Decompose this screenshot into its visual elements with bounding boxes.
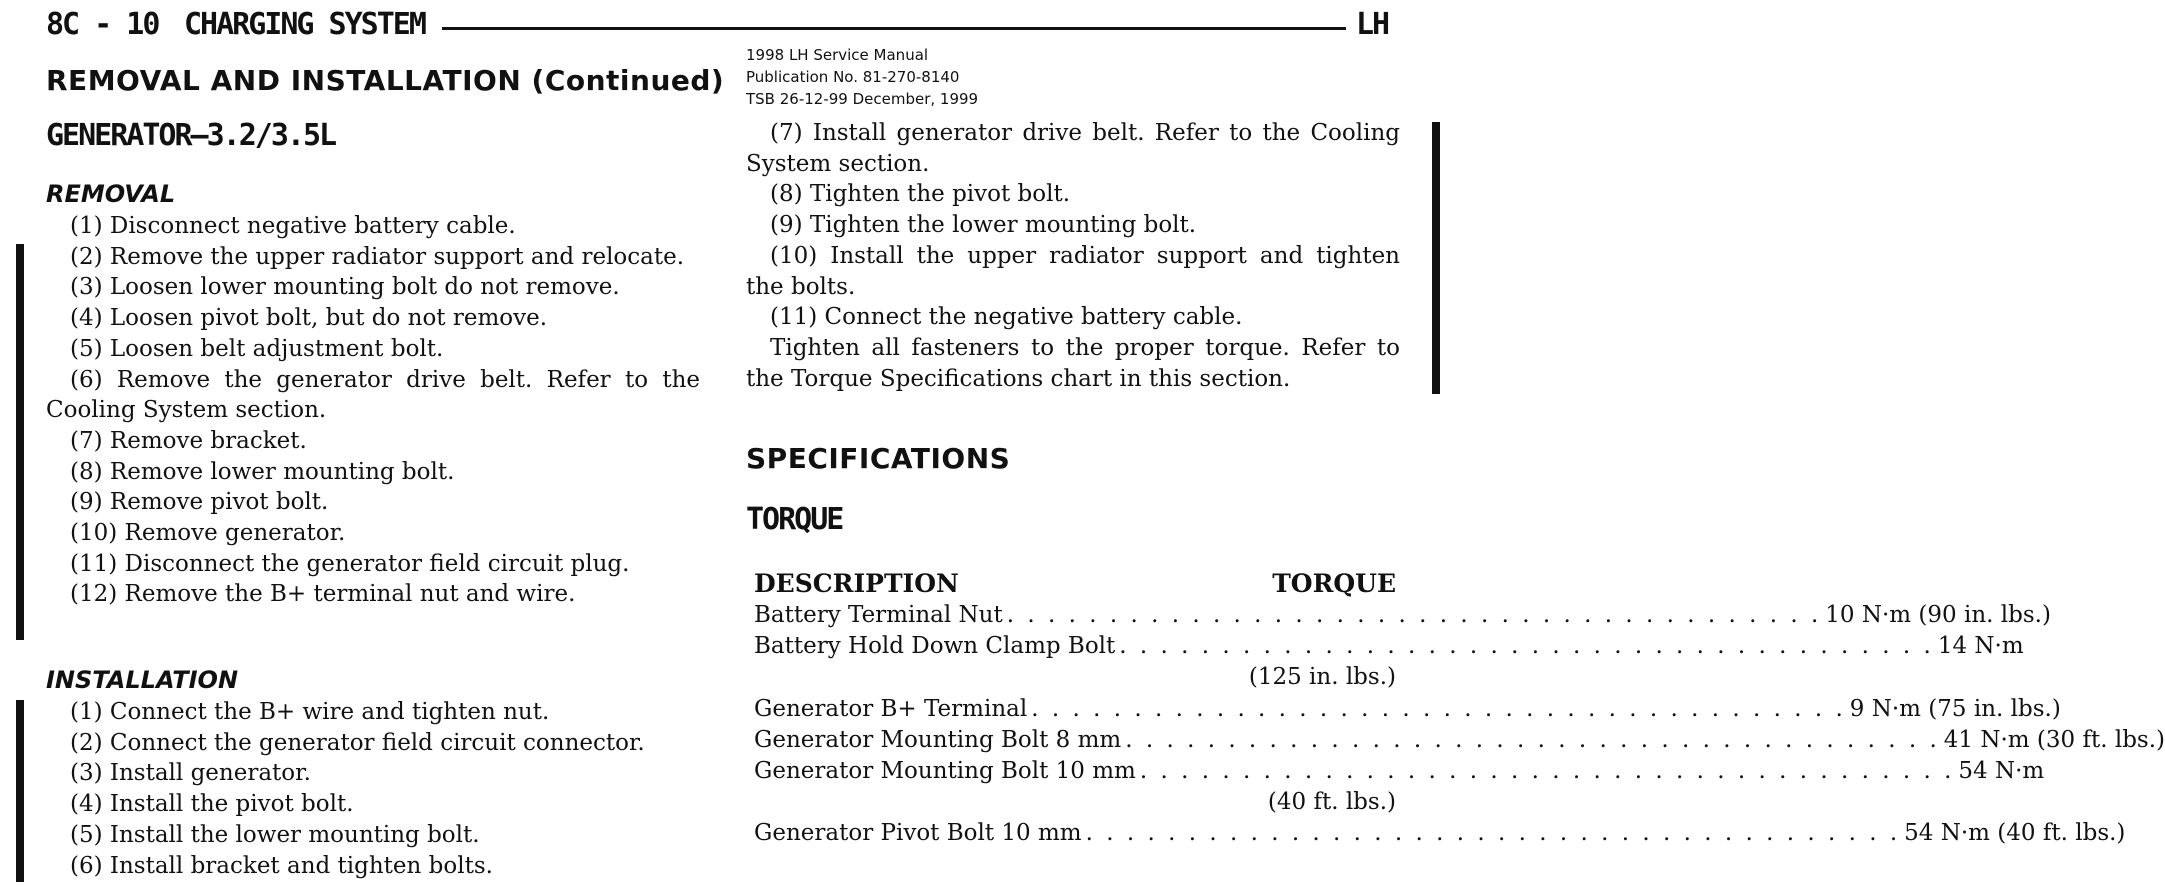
torque-value-continued: (40 ft. lbs.) bbox=[1267, 789, 1396, 816]
page-heading: REMOVAL AND INSTALLATION (Continued) bbox=[46, 64, 725, 97]
change-bar bbox=[16, 700, 24, 882]
table-row bbox=[754, 756, 2045, 787]
list-item: (7) Install generator drive belt. Refer to the Cooling System section. bbox=[746, 120, 1400, 177]
torque-description: Battery Hold Down Clamp Bolt bbox=[754, 633, 1116, 660]
list-item: (2) Remove the upper radiator support and relocate. bbox=[70, 243, 685, 270]
list-item: (11) Connect the negative battery cable. bbox=[770, 304, 1243, 331]
dot-leader: . . . . . . . . . . . . . . . . . . . . . . . . . . . . . . . . . . . . . . . . bbox=[1006, 601, 1822, 628]
page-number: 8C - 10 bbox=[46, 7, 159, 42]
list-item: (10) Remove generator. bbox=[70, 520, 346, 547]
installation-steps bbox=[46, 697, 700, 881]
list-item: (6) Install bracket and tighten bolts. bbox=[70, 852, 493, 879]
torque-value: 14 N·m bbox=[1937, 633, 2024, 660]
torque-value-continued: (125 in. lbs.) bbox=[1248, 664, 1396, 691]
table-row bbox=[754, 694, 2061, 725]
banner-line-3: TSB 26-12-99 December, 1999 bbox=[746, 90, 979, 108]
table-body bbox=[754, 600, 2165, 850]
column-header-description: DESCRIPTION bbox=[754, 569, 959, 598]
removal-heading: REMOVAL bbox=[46, 180, 176, 208]
dot-leader: . . . . . . . . . . . . . . . . . . . . . . . . . . . . . . . . . . . . . . . . bbox=[1085, 820, 1901, 847]
torque-value: 41 N·m (30 ft. lbs.) bbox=[1943, 726, 2165, 753]
torque-note: Tighten all fasteners to the proper torque. Refer to the Torque Specifications chart in this section. bbox=[746, 334, 1400, 392]
table-header bbox=[754, 568, 1396, 600]
banner-line-2: Publication No. 81-270-8140 bbox=[746, 68, 960, 86]
list-item: (5) Install the lower mounting bolt. bbox=[70, 821, 480, 848]
publication-banner bbox=[746, 44, 978, 110]
banner-line-1: 1998 LH Service Manual bbox=[746, 46, 929, 64]
torque-description: Generator B+ Terminal bbox=[754, 695, 1028, 722]
specifications-heading: SPECIFICATIONS bbox=[746, 442, 1011, 475]
list-item: (8) Remove lower mounting bolt. bbox=[70, 458, 455, 485]
list-item: (7) Remove bracket. bbox=[70, 427, 307, 454]
list-item: (3) Install generator. bbox=[70, 760, 311, 787]
list-item: (8) Tighten the pivot bolt. bbox=[770, 181, 1071, 208]
header-rule bbox=[442, 27, 1346, 30]
list-item: (11) Disconnect the generator field circuit plug. bbox=[70, 550, 630, 577]
torque-heading: TORQUE bbox=[746, 502, 843, 537]
model-code: LH bbox=[1356, 7, 1389, 42]
torque-table bbox=[754, 568, 2165, 850]
dot-leader: . . . . . . . . . . . . . . . . . . . . . . . . . . . . . . . . . . . . . . . . bbox=[1031, 695, 1846, 722]
list-item: (10) Install the upper radiator support and tighten the bolts. bbox=[746, 242, 1400, 300]
torque-value: 10 N·m (90 in. lbs.) bbox=[1825, 601, 2051, 628]
list-item: (5) Loosen belt adjustment bolt. bbox=[70, 335, 444, 362]
list-item: (9) Tighten the lower mounting bolt. bbox=[770, 212, 1197, 239]
list-item: (2) Connect the generator field circuit connector. bbox=[70, 729, 645, 756]
section-title: CHARGING SYSTEM bbox=[184, 7, 425, 42]
list-item: (9) Remove pivot bolt. bbox=[70, 489, 329, 516]
torque-value: 54 N·m bbox=[1958, 757, 2045, 784]
installation-heading: INSTALLATION bbox=[46, 666, 239, 694]
list-item: (4) Install the pivot bolt. bbox=[70, 791, 354, 818]
list-item: (1) Connect the B+ wire and tighten nut. bbox=[70, 699, 550, 725]
column-header-torque: TORQUE bbox=[1272, 569, 1396, 598]
installation-steps-continued bbox=[746, 118, 1400, 394]
torque-description: Generator Mounting Bolt 8 mm bbox=[754, 726, 1122, 753]
table-row bbox=[754, 818, 2126, 849]
torque-description: Generator Pivot Bolt 10 mm bbox=[754, 820, 1082, 847]
table-row bbox=[754, 600, 2051, 631]
dot-leader: . . . . . . . . . . . . . . . . . . . . . . . . . . . . . . . . . . . . . . . . bbox=[1139, 757, 1955, 784]
table-row bbox=[754, 631, 2024, 662]
list-item: (1) Disconnect negative battery cable. bbox=[70, 213, 516, 239]
list-item: (12) Remove the B+ terminal nut and wire. bbox=[70, 581, 576, 608]
list-item: (4) Loosen pivot bolt, but do not remove. bbox=[70, 305, 548, 332]
subheading-generator: GENERATOR—3.2/3.5L bbox=[46, 118, 336, 153]
dot-leader: . . . . . . . . . . . . . . . . . . . . . . . . . . . . . . . . . . . . . . . . bbox=[1119, 633, 1934, 660]
dot-leader: . . . . . . . . . . . . . . . . . . . . . . . . . . . . . . . . . . . . . . . . bbox=[1125, 726, 1940, 753]
table-row bbox=[754, 725, 2165, 756]
list-item: (3) Loosen lower mounting bolt do not remove. bbox=[70, 274, 620, 301]
torque-value: 9 N·m (75 in. lbs.) bbox=[1849, 695, 2061, 722]
torque-description: Battery Terminal Nut bbox=[754, 601, 1003, 628]
removal-steps bbox=[46, 211, 700, 610]
change-bar bbox=[16, 244, 24, 640]
torque-description: Generator Mounting Bolt 10 mm bbox=[754, 757, 1136, 784]
torque-value: 54 N·m (40 ft. lbs.) bbox=[1904, 820, 2126, 847]
change-bar bbox=[1432, 122, 1440, 394]
list-item: (6) Remove the generator drive belt. Refer to the Cooling System section. bbox=[46, 366, 700, 424]
